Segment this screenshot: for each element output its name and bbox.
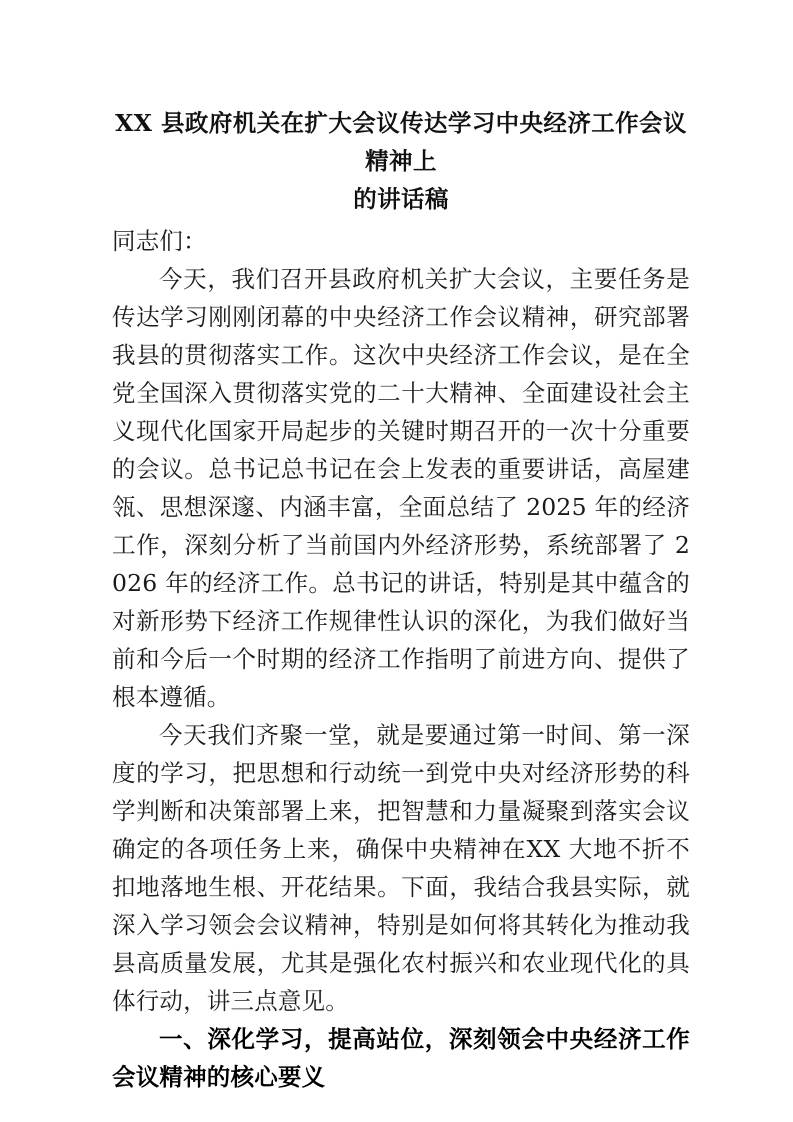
document-title	[112, 104, 690, 218]
section-heading-1: 一、深化学习，提高站位，深刻领会中央经济工作会议精神的核心要义	[112, 1025, 690, 1091]
body-paragraph-2: 今天我们齐聚一堂，就是要通过第一时间、第一深度的学习，把思想和行动统一到党中央对经济形势的科学判断和决策部署上来，把智慧和力量凝聚到落实会议确定的各项任务上来，确保中央精神在XX 大地不折不扣地落地生根、开花结果。下面，我结合我县实际，就深入学习领会会议精神，特别是如何将其转化为推动我县高质量发展，尤其是强化农村振兴和农业现代化的具体行动，讲三点意见。	[112, 721, 690, 1015]
body-paragraph-1: 今天，我们召开县政府机关扩大会议，主要任务是传达学习刚刚闭幕的中央经济工作会议精神，研究部署我县的贯彻落实工作。这次中央经济工作会议，是在全党全国深入贯彻落实党的二十大精神、全面建设社会主义现代化国家开局起步的关键时期召开的一次十分重要的会议。总书记总书记在会上发表的重要讲话，高屋建瓴、思想深邃、内涵丰富，全面总结了 2025 年的经济工作，深刻分析了当前国内外经济形势，系统部署了 2026 年的经济工作。总书记的讲话，特别是其中蕴含的对新形势下经济工作规律性认识的深化，为我们做好当前和今后一个时期的经济工作指明了前进方向、提供了根本遵循。	[112, 265, 690, 711]
salutation: 同志们：	[112, 227, 207, 255]
document-title-line-1: XX 县政府机关在扩大会议传达学习中央经济工作会议精神上	[115, 109, 687, 175]
document-title-line-2: 的讲话稿	[353, 185, 449, 213]
document-content	[112, 104, 690, 1096]
